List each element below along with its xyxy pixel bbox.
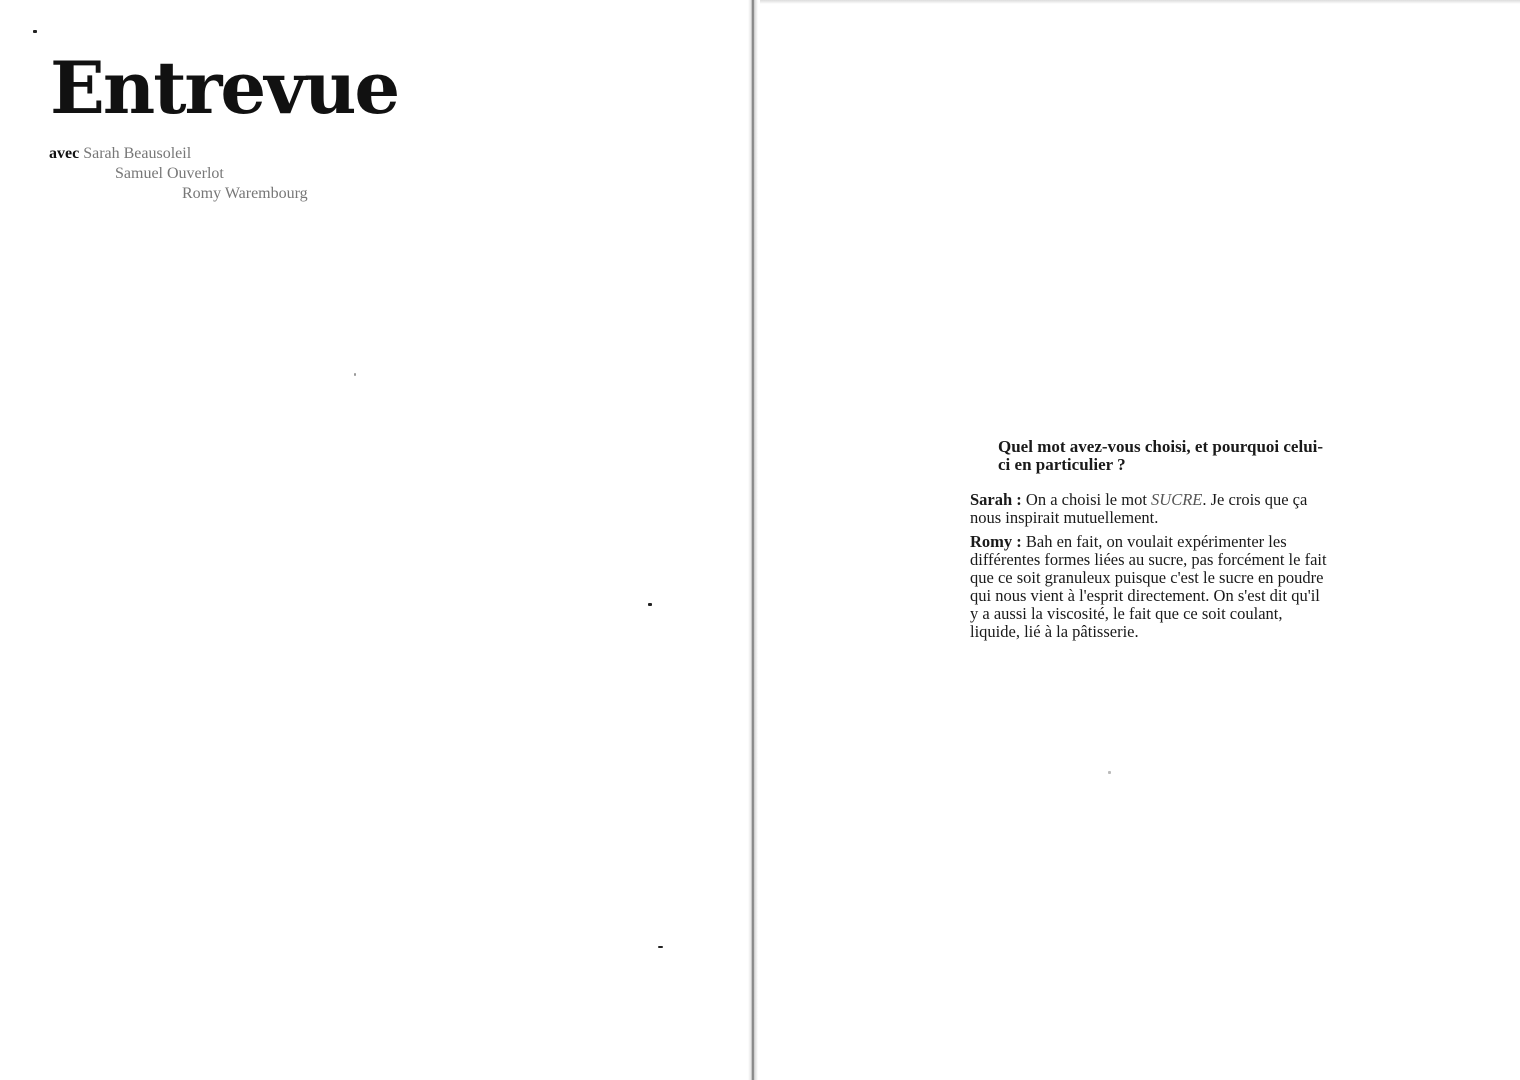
- paper-speck: [354, 373, 356, 376]
- paper-speck: [658, 946, 663, 948]
- paper-edge: [760, 0, 1520, 4]
- left-page: [0, 0, 752, 1080]
- credits-line-1: [49, 144, 308, 164]
- highlighted-word: SUCRE: [1151, 490, 1203, 509]
- paper-speck: [648, 603, 652, 606]
- participant-name: Romy Warembourg: [182, 185, 308, 202]
- interview-credits: [49, 144, 308, 204]
- page-gutter: [748, 0, 758, 1080]
- credits-prefix: avec: [49, 145, 80, 162]
- speaker-label: Sarah :: [970, 490, 1022, 509]
- paper-speck: [1108, 771, 1111, 774]
- interview-block: [970, 438, 1330, 647]
- answer-text: . Je crois que ça nous inspirait mutuellement.: [970, 490, 1308, 527]
- interview-answer-sarah: [970, 491, 1330, 527]
- answer-text: Bah en fait, on voulait expérimenter les différentes formes liées au sucre, pas forcément le fait que ce soit granuleux puisque c'est le sucre en poudre qui nous vient à l'esprit directement. On s'est dit qu'il y a aussi la viscosité, le fait que ce soit coulant, liquide, lié à la pâtisserie.: [970, 532, 1327, 641]
- interview-question: Quel mot avez-vous choisi, et pourquoi celui-ci en particulier ?: [998, 437, 1324, 474]
- answer-text: On a choisi le mot: [1025, 490, 1147, 509]
- paper-speck: [33, 30, 37, 33]
- participant-name: Sarah Beausoleil: [83, 145, 192, 162]
- speaker-label: Romy :: [970, 532, 1022, 551]
- interview-answer-romy: [970, 533, 1330, 641]
- participant-name: Samuel Ouverlot: [115, 165, 224, 182]
- page-title: Entrevue: [50, 45, 399, 130]
